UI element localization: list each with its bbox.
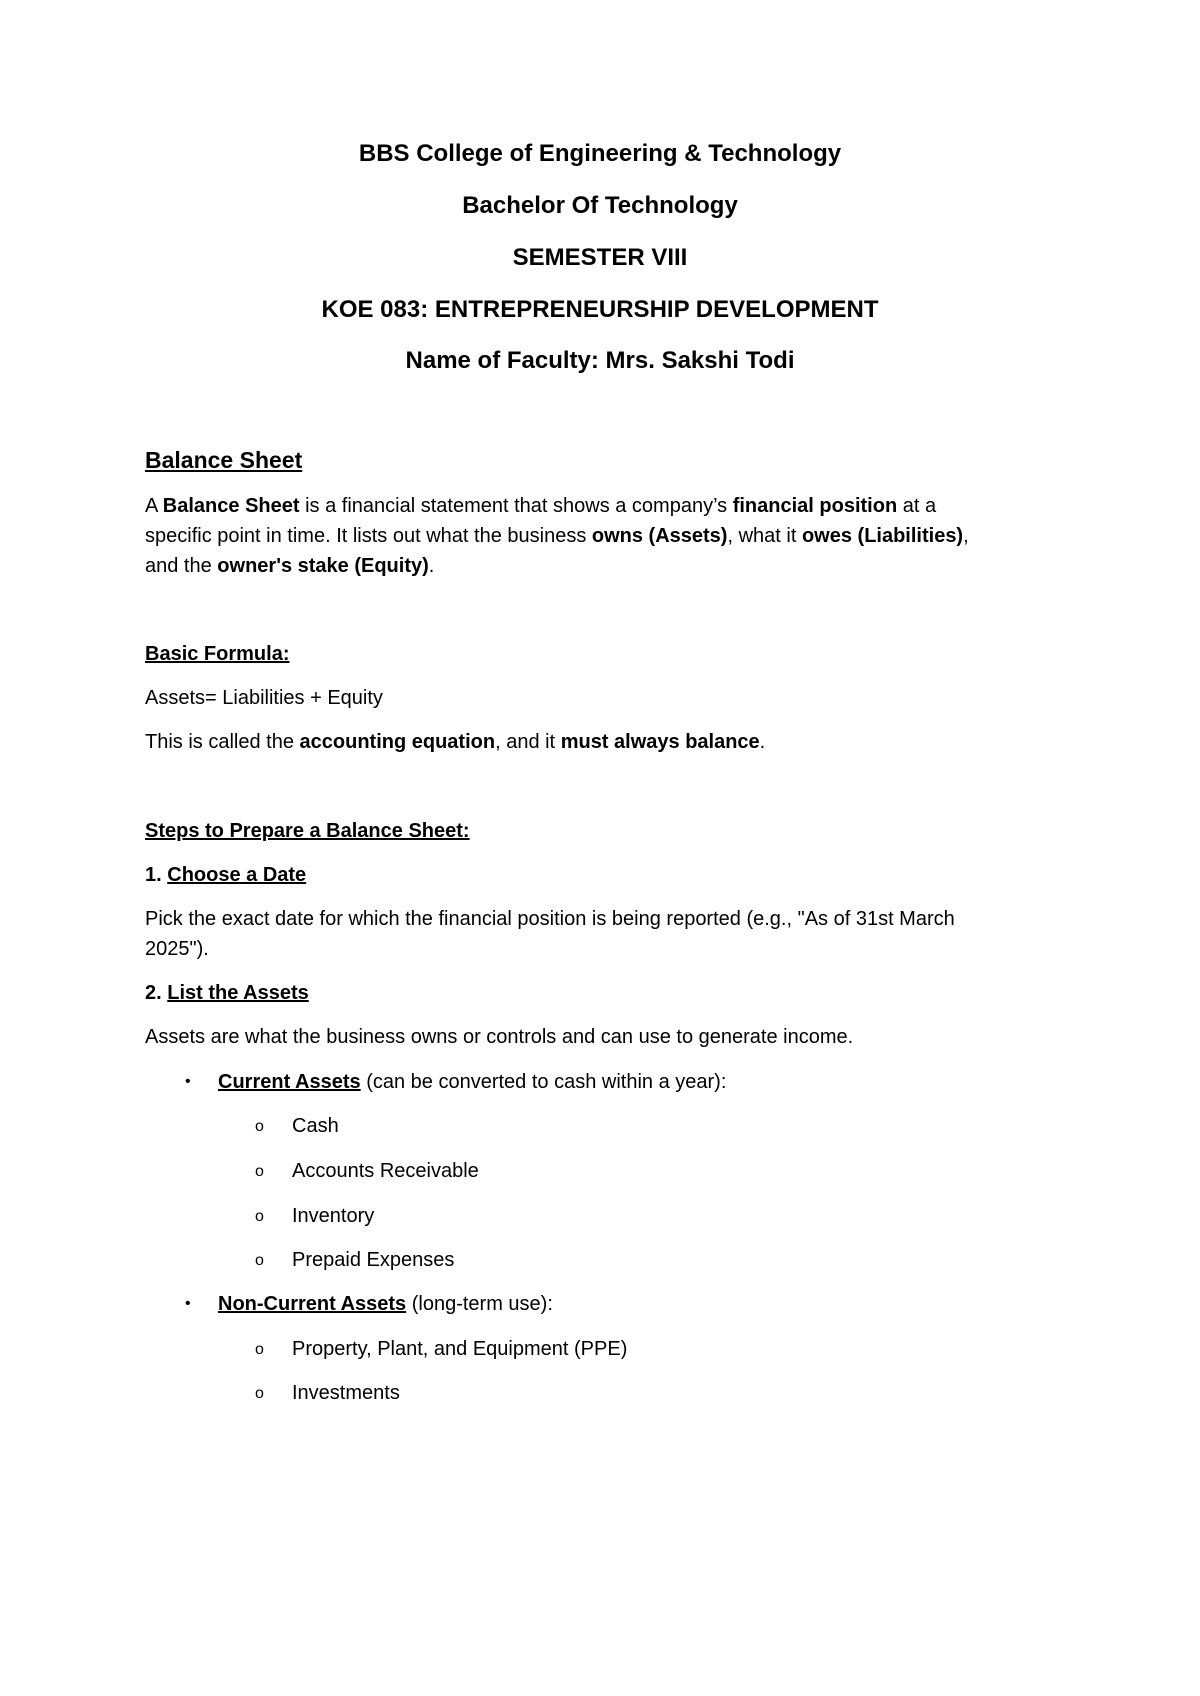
- sub-bullet-icon: o: [255, 1163, 264, 1180]
- sub-bullet-icon: o: [255, 1252, 264, 1269]
- current-asset-prepaid-expenses: Prepaid Expenses: [292, 1249, 455, 1271]
- step-1-title: 1. Choose a Date: [145, 864, 307, 886]
- bullet-icon: •: [185, 1073, 191, 1090]
- degree-name: Bachelor Of Technology: [462, 192, 738, 219]
- non-current-asset-investments: Investments: [292, 1382, 400, 1404]
- step-2-description: Assets are what the business owns or controls and can use to generate income.: [145, 1026, 854, 1048]
- semester-label: SEMESTER VIII: [512, 244, 688, 271]
- balance-sheet-definition-line-2: specific point in time. It lists out what the business owns (Assets), what it owes (Liabilities),: [145, 525, 969, 547]
- step-1-description-line-2: 2025").: [145, 938, 209, 960]
- step-2-title: 2. List the Assets: [145, 982, 309, 1004]
- non-current-asset-ppe: Property, Plant, and Equipment (PPE): [292, 1338, 628, 1360]
- current-asset-accounts-receivable: Accounts Receivable: [292, 1160, 479, 1182]
- accounting-equation-note: This is called the accounting equation, and it must always balance.: [145, 731, 766, 753]
- balance-sheet-definition-line-1: A Balance Sheet is a financial statement that shows a company’s financial position at a: [145, 495, 937, 517]
- balance-sheet-heading: Balance Sheet: [145, 447, 303, 473]
- sub-bullet-icon: o: [255, 1118, 264, 1135]
- balance-sheet-definition-line-3: and the owner's stake (Equity).: [145, 555, 435, 577]
- faculty-name: Name of Faculty: Mrs. Sakshi Todi: [405, 347, 795, 374]
- accounting-equation: Assets= Liabilities + Equity: [145, 687, 383, 709]
- steps-heading: Steps to Prepare a Balance Sheet:: [145, 820, 470, 842]
- basic-formula-heading: Basic Formula:: [145, 643, 290, 665]
- current-asset-inventory: Inventory: [292, 1205, 375, 1227]
- step-1-description-line-1: Pick the exact date for which the financial position is being reported (e.g., "As of 31st March: [145, 908, 955, 930]
- sub-bullet-icon: o: [255, 1208, 264, 1225]
- current-asset-cash: Cash: [292, 1115, 339, 1137]
- college-name: BBS College of Engineering & Technology: [358, 140, 842, 167]
- sub-bullet-icon: o: [255, 1385, 264, 1402]
- current-assets-item: Current Assets (can be converted to cash within a year):: [218, 1071, 727, 1093]
- bullet-icon: •: [185, 1295, 191, 1312]
- non-current-assets-item: Non-Current Assets (long-term use):: [218, 1293, 553, 1315]
- course-title: KOE 083: ENTREPRENEURSHIP DEVELOPMENT: [321, 296, 879, 323]
- sub-bullet-icon: o: [255, 1341, 264, 1358]
